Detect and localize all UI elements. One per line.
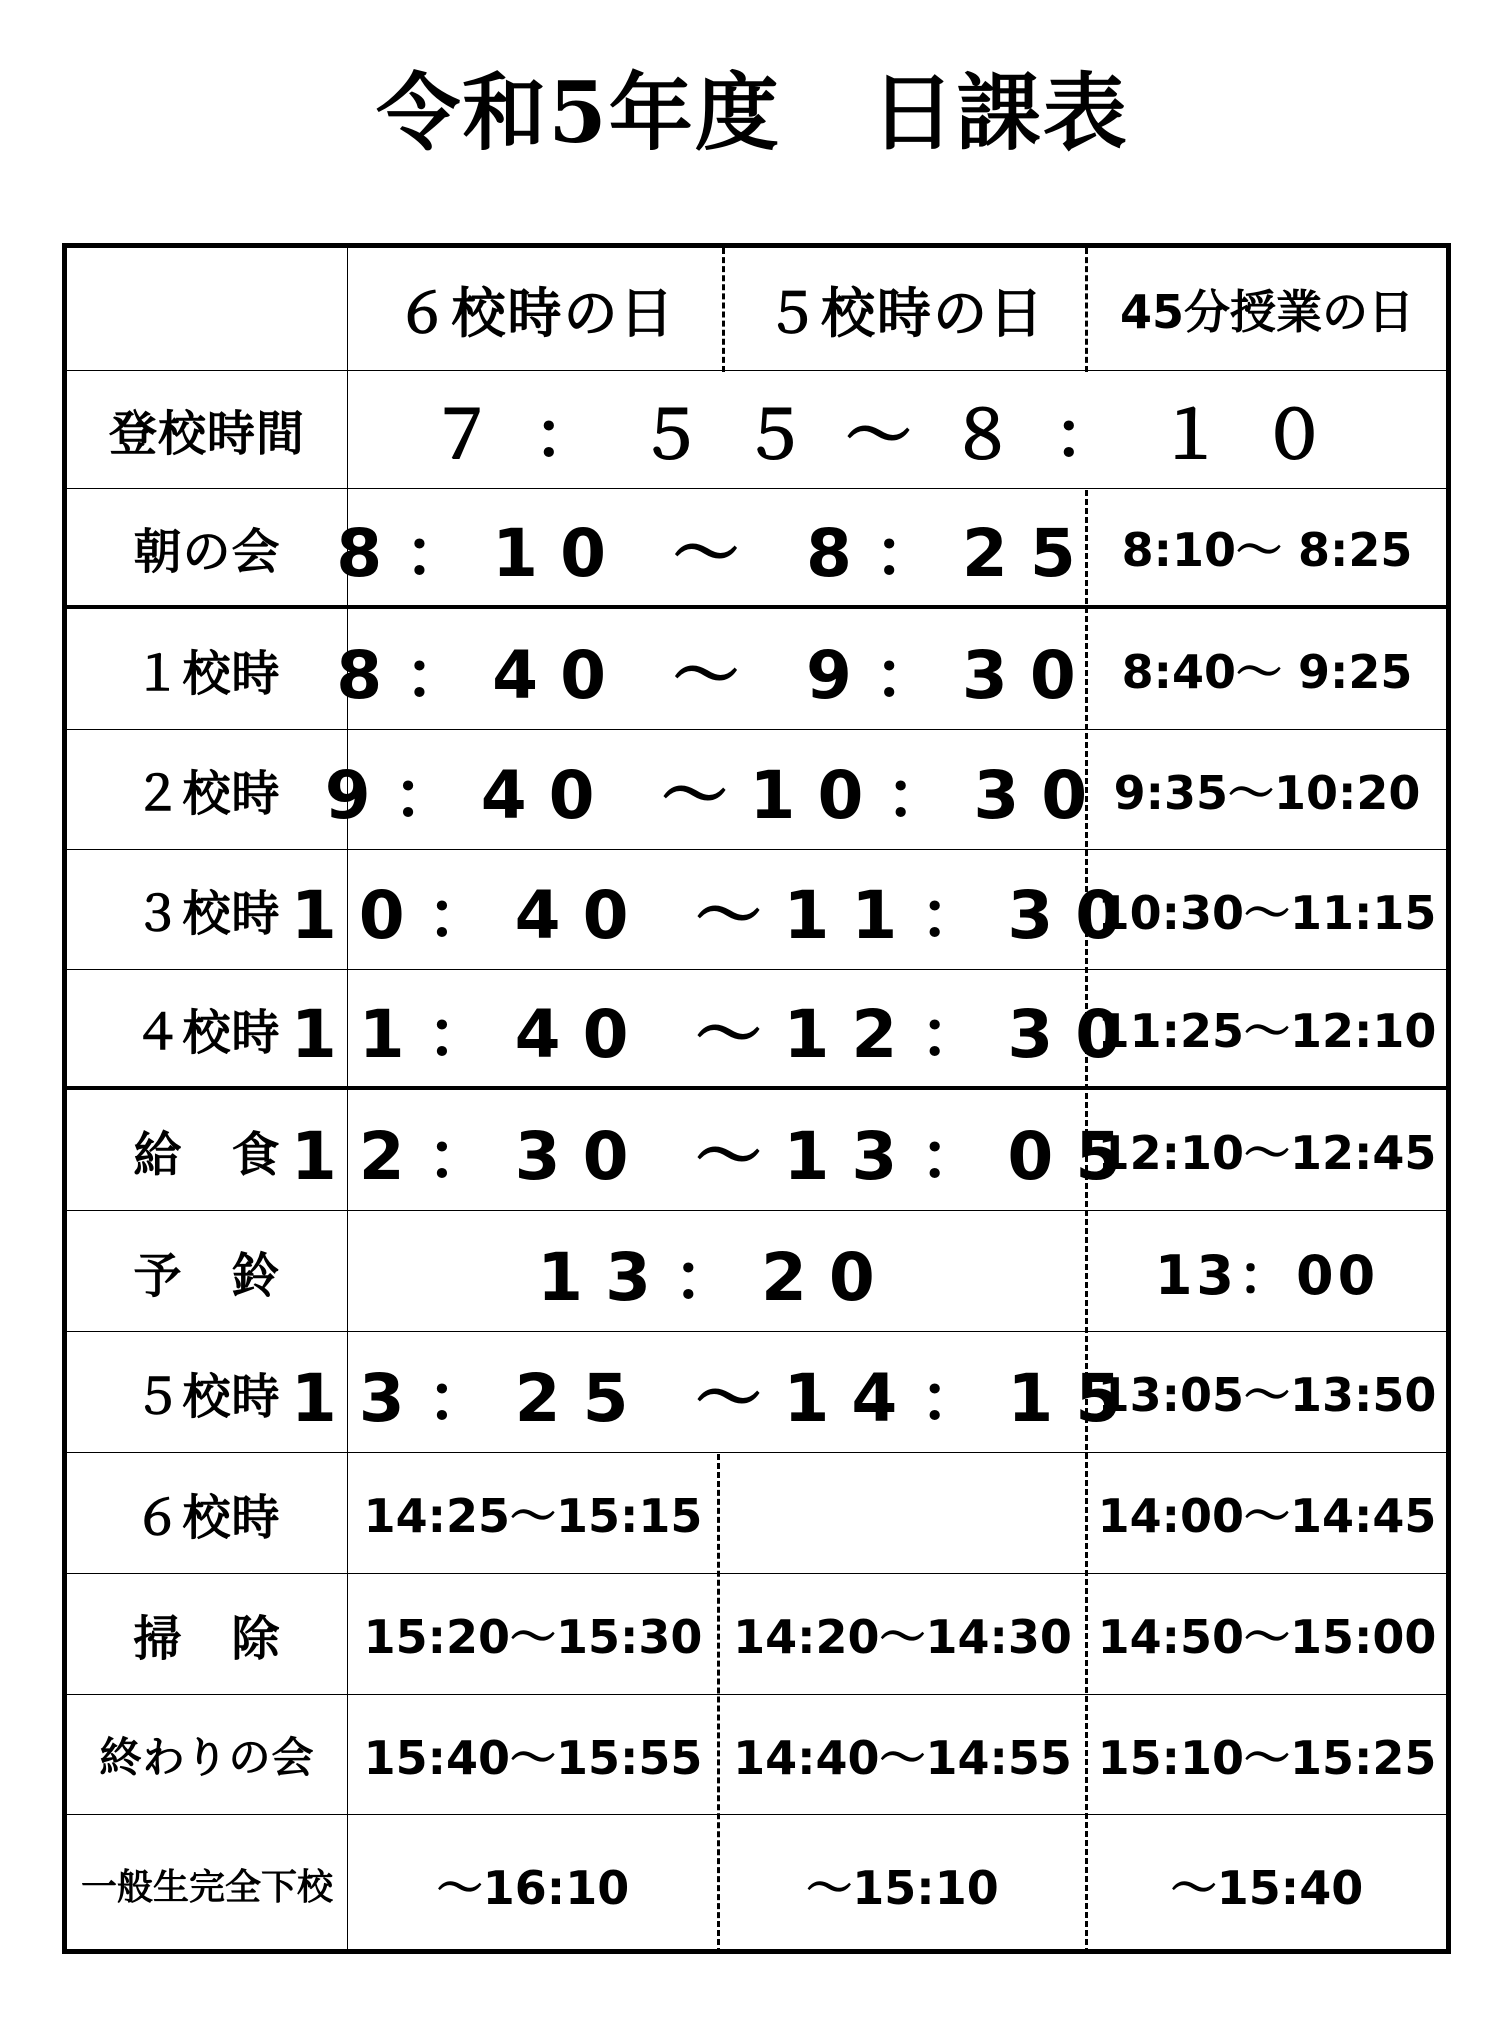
period-6-6day: 14:25～15:15 [363,1489,703,1543]
period-6-45min: 14:00～14:45 [1097,1489,1437,1543]
period-5-time: 13：25 ～14：15 [290,1359,1144,1437]
row-label-cleaning: 掃 除 [133,1610,281,1667]
morning-meeting-time: 8：10 ～ 8：25 [336,514,1098,592]
row-label-lunch: 給 食 [133,1126,281,1183]
row-label-period-3: ３校時 [133,886,281,942]
dismissal-5day: ～15:10 [806,1860,999,1915]
page-title [0,58,1505,168]
title-name: 日課表 [870,63,1129,162]
row-label-period-6: ６校時 [133,1489,281,1546]
period-1-45min: 8:40～ 9:25 [1121,645,1413,699]
period-4-time: 11：40 ～12：30 [290,995,1144,1073]
header-6-period-day: ６校時の日 [395,281,676,345]
period-3-time: 10：40 ～11：30 [290,877,1144,954]
lunch-45min: 12:10～12:45 [1097,1126,1437,1180]
header-45min-day: 45分授業の日 [1119,285,1414,339]
row-label-closing-meeting: 終わりの会 [99,1732,315,1782]
period-2-time: 9：40 ～10：30 [324,757,1110,834]
warning-bell-45min: 13：00 [1154,1243,1380,1307]
dismissal-6day: ～16:10 [436,1860,630,1915]
row-label-morning-meeting: 朝の会 [133,523,281,580]
row-label-warning-bell: 予 鈴 [133,1247,281,1304]
row-label-period-1: １校時 [133,645,281,702]
period-3-45min: 10:30～11:15 [1097,885,1437,940]
morning-meeting-45min: 8:10～ 8:25 [1121,523,1413,577]
cleaning-5day: 14:20～14:30 [733,1610,1072,1664]
title-year: 令和5年度 [376,63,781,162]
arrival-time: ７：５５～８：１０ [429,397,1366,474]
closing-meeting-6day: 15:40～15:55 [363,1730,703,1785]
cleaning-45min: 14:50～15:00 [1097,1610,1437,1664]
cleaning-6day: 15:20～15:30 [363,1610,703,1664]
period-4-45min: 11:25～12:10 [1097,1004,1437,1058]
row-label-period-2: ２校時 [133,766,281,822]
warning-bell-time: 13：20 [537,1238,897,1316]
row-label-period-5: ５校時 [133,1368,281,1425]
row-label-arrival: 登校時間 [108,406,305,462]
lunch-time: 12：30 ～13：05 [290,1117,1144,1195]
period-1-time: 8：40 ～ 9：30 [336,636,1098,714]
dismissal-45min: ～15:40 [1170,1860,1364,1915]
row-label-period-4: ４校時 [133,1004,281,1061]
period-5-45min: 13:05～13:50 [1097,1368,1437,1422]
closing-meeting-5day: 14:40～14:55 [733,1730,1072,1785]
closing-meeting-45min: 15:10～15:25 [1097,1730,1437,1785]
period-6-5day [720,1453,1085,1573]
row-label-dismissal: 一般生完全下校 [80,1867,333,1908]
timetable [62,243,1451,1954]
period-2-45min: 9:35～10:20 [1113,765,1421,820]
header-5-period-day: ５校時の日 [765,281,1045,345]
